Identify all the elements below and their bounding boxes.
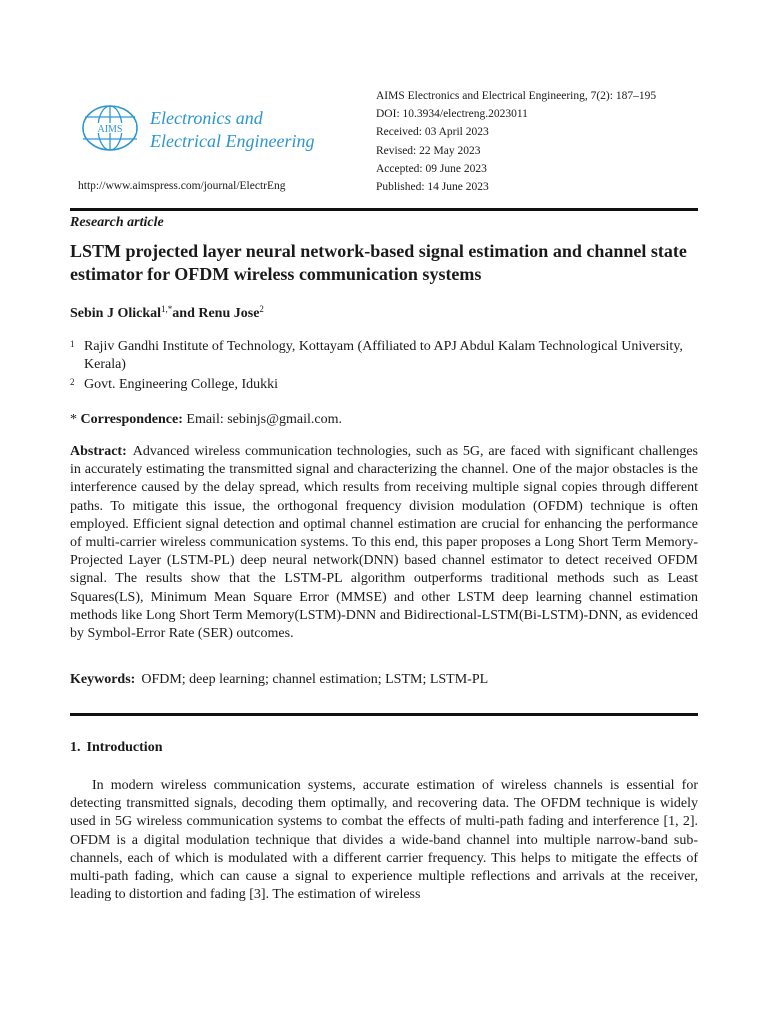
affiliation-mark: 2 xyxy=(70,377,75,387)
author-name: Renu Jose xyxy=(198,306,260,321)
journal-name-line1: Electronics and xyxy=(150,108,263,128)
introduction-paragraph: In modern wireless communication systems, accurate estimation of wireless channels is essential for detecting transmitted signals, decoding them optimally, and recovering data. The OFDM technique is widely used in 5G wireless communication systems to combat the effects of multi-path fading and interference [1, 2]. OFDM is a digital modulation technique that divides a wide-band channel into multiple narrow-band sub-channels, each of which is modulated with a different carrier frequency. This helps to mitigate the effects of multi-path fading, which can cause a signal to experience multiple reflections and arrivals at the receiver, leading to distortion and fading [3]. The estimation of wireless xyxy=(70,778,698,903)
section-heading xyxy=(70,740,162,756)
correspondence xyxy=(70,412,342,428)
revised-date: Revised: 22 May 2023 xyxy=(376,144,481,157)
section-divider xyxy=(70,713,698,716)
abstract-text: Advanced wireless communication technologies, such as 5G, are faced with significant challenges in accurately estimating the transmitted signal and characterizing the channel. One of the major obstacles is the interference caused by the delay spread, which results from receiving multiple signal copies through different paths. To mitigate this issue, the orthogonal frequency division modulation (OFDM) technique is often employed. Efficient signal detection and optimal channel estimation are crucial for enhancing the performance of multi-carrier wireless communication systems. To this end, this paper proposes a Long Short Term Memory-Projected Layer (LSTM-PL) deep neural network(DNN) based channel estimator to detect received OFDM signal. The results show that the LSTM-PL algorithm outperforms traditional methods such as Least Squares(LS), Minimum Mean Square Error (MMSE) and other LSTM deep learning channel estimation methods like Long Short Term Memory(LSTM)-DNN and Bidirectional-LSTM(Bi-LSTM)-DNN, as evidenced by Symbol-Error Rate (SER) outcomes. xyxy=(70,444,698,642)
affiliation-mark: 1 xyxy=(70,339,75,349)
keywords-label: Keywords: xyxy=(70,672,136,687)
section-title: Introduction xyxy=(86,740,163,755)
author-joiner: and xyxy=(172,306,199,321)
top-divider xyxy=(70,208,698,211)
article-metadata xyxy=(376,87,656,196)
journal-name xyxy=(150,107,314,153)
received-date: Received: 03 April 2023 xyxy=(376,126,489,139)
doi: DOI: 10.3934/electreng.2023011 xyxy=(376,108,528,121)
correspondence-email[interactable]: Email: sebinjs@gmail.com. xyxy=(186,412,342,427)
citation: AIMS Electronics and Electrical Engineering, 7(2): 187–195 xyxy=(376,90,657,102)
journal-name-line2: Electrical Engineering xyxy=(150,131,315,151)
affiliation-text: Rajiv Gandhi Institute of Technology, Kottayam (Affiliated to APJ Abdul Kalam Technological University, Kerala) xyxy=(84,339,683,372)
abstract-label: Abstract: xyxy=(70,444,127,459)
section-number: 1. xyxy=(70,740,81,755)
article-type: Research article xyxy=(70,215,164,230)
logo-text: AIMS xyxy=(97,124,123,135)
correspondence-mark: * xyxy=(70,412,77,427)
keywords-text: OFDM; deep learning; channel estimation; LSTM; LSTM-PL xyxy=(141,672,489,687)
published-date: Published: 14 June 2023 xyxy=(376,181,489,194)
article-title: LSTM projected layer neural network-based signal estimation and channel state estimator for OFDM wireless communication systems xyxy=(70,241,687,284)
affiliation xyxy=(70,376,700,394)
journal-url-link[interactable]: http://www.aimspress.com/journal/ElectrEng xyxy=(78,180,286,192)
abstract xyxy=(70,443,698,643)
author-name: Sebin J Olickal xyxy=(70,306,162,321)
affiliation xyxy=(70,338,700,374)
accepted-date: Accepted: 09 June 2023 xyxy=(376,162,487,175)
affiliation-text: Govt. Engineering College, Idukki xyxy=(84,377,279,392)
journal-logo xyxy=(78,102,142,154)
globe-logo-icon xyxy=(78,102,142,154)
author-mark: 2 xyxy=(259,304,264,314)
author-mark: 1,* xyxy=(161,304,173,314)
author-list xyxy=(70,304,264,322)
keywords xyxy=(70,671,698,689)
correspondence-label: Correspondence: xyxy=(80,412,183,427)
